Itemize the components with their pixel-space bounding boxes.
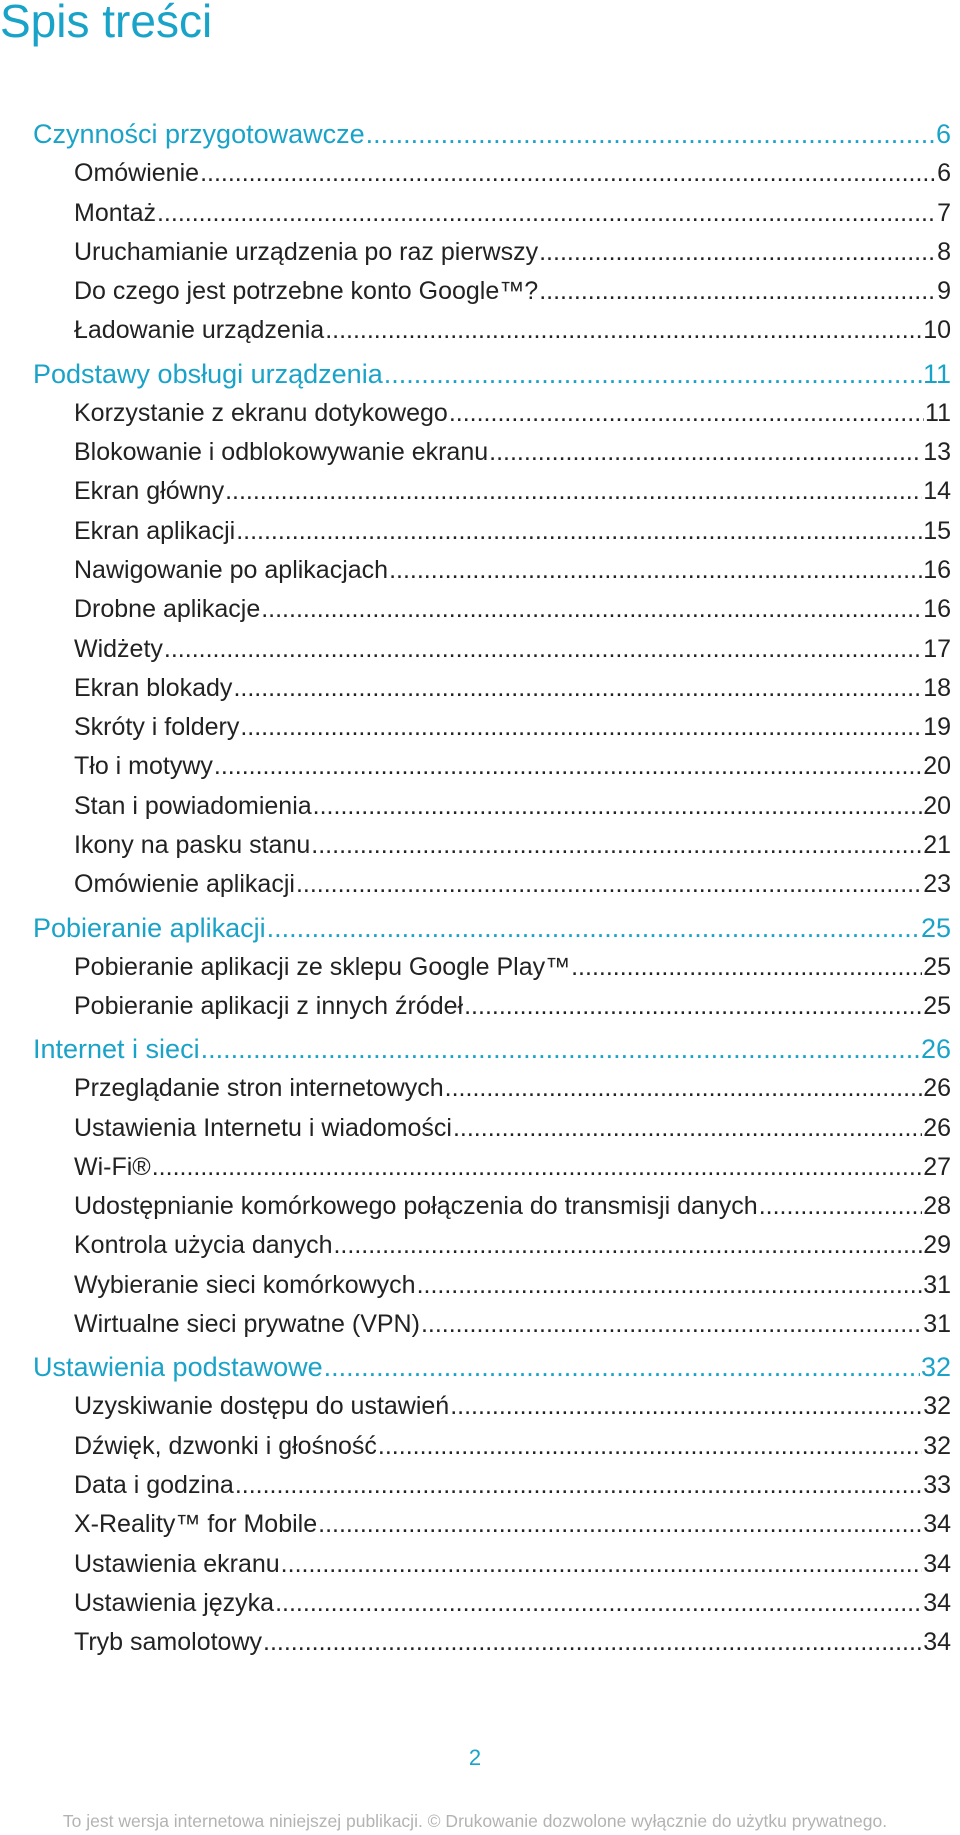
toc-section-entry[interactable] [33,115,951,154]
toc-entry-page: 19 [923,713,951,742]
toc-entry-page: 26 [923,1113,951,1142]
toc-entry-label: Data i godzina [74,1470,234,1499]
toc-entry-page: 21 [923,831,951,860]
dot-leader [261,590,922,629]
toc-entry[interactable] [33,1266,951,1305]
toc-entry-page: 16 [923,595,951,624]
toc-entry-label: Internet i sieci [33,1034,200,1065]
dot-leader [263,1623,922,1662]
toc-entry[interactable] [33,1069,951,1108]
toc-entry-page: 25 [923,991,951,1020]
toc-entry-page: 6 [937,159,951,188]
dot-leader [421,1305,922,1344]
toc-entry-page: 28 [923,1192,951,1221]
dot-leader [333,1226,922,1265]
toc-entry-label: Ekran główny [74,477,225,506]
dot-leader [445,1069,923,1108]
toc-entry-label: Nawigowanie po aplikacjach [74,555,389,584]
toc-entry-label: Podstawy obsługi urządzenia [33,358,383,389]
toc-entry[interactable] [33,987,951,1026]
toc-entry[interactable] [33,948,951,987]
toc-entry-page: 11 [925,398,951,427]
toc-entry-label: Montaż [74,198,156,227]
dot-leader [157,194,936,233]
toc-entry-page: 29 [923,1231,951,1260]
dot-leader [267,905,920,948]
dot-leader [366,115,935,154]
toc-entry[interactable] [33,590,951,629]
dot-leader [164,630,922,669]
toc-entry-page: 33 [923,1470,951,1499]
toc-entry-page: 10 [923,316,951,345]
toc-entry-label: Uruchamianie urządzenia po raz pierwszy [74,237,539,266]
toc-entry[interactable] [33,1387,951,1426]
toc-entry-page: 18 [923,673,951,702]
toc-entry-label: Ustawienia Internetu i wiadomości [74,1113,452,1142]
toc-entry-label: Przeglądanie stron internetowych [74,1074,444,1103]
toc-entry-label: Omówienie [74,159,200,188]
table-of-contents [33,115,951,1662]
toc-entry-label: Ekran aplikacji [74,516,236,545]
toc-entry[interactable] [33,1427,951,1466]
toc-entry[interactable] [33,865,951,904]
toc-entry-page: 20 [923,791,951,820]
toc-entry-label: Pobieranie aplikacji z innych źródeł [74,991,464,1020]
dot-leader [152,1148,922,1187]
toc-entry-page: 31 [923,1310,951,1339]
page-title: Spis treści [0,0,213,47]
toc-entry-page: 25 [920,912,951,943]
footer-notice: To jest wersja internetowa niniejszej publikacji. © Drukowanie dozwolone wyłącznie do użytku prywatnego. [62,1811,888,1831]
dot-leader [281,1545,923,1584]
dot-leader [200,154,936,193]
dot-leader [240,708,922,747]
toc-entry-page: 7 [937,198,951,227]
dot-leader [233,669,922,708]
toc-entry[interactable] [33,708,951,747]
dot-leader [214,747,922,786]
dot-leader [296,865,922,904]
page-number: 2 [468,1745,482,1770]
toc-entry-label: Ustawienia ekranu [74,1549,280,1578]
dot-leader [325,311,922,350]
toc-entry[interactable] [33,433,951,472]
toc-entry[interactable] [33,512,951,551]
toc-entry-label: Ikony na pasku stanu [74,831,311,860]
toc-entry[interactable] [33,1187,951,1226]
toc-entry[interactable] [33,311,951,350]
toc-entry[interactable] [33,1623,951,1662]
toc-entry-label: Do czego jest potrzebne konto Google™? [74,277,539,306]
toc-entry-page: 31 [923,1270,951,1299]
toc-entry-page: 14 [923,477,951,506]
toc-entry-label: Wirtualne sieci prywatne (VPN) [74,1310,420,1339]
toc-entry-label: Uzyskiwanie dostępu do ustawień [74,1392,450,1421]
toc-entry-label: Drobne aplikacje [74,595,261,624]
toc-entry-page: 34 [923,1549,951,1578]
dot-leader [318,1505,922,1544]
dot-leader [571,948,922,987]
toc-entry-label: Omówienie aplikacji [74,870,295,899]
toc-entry-page: 15 [923,516,951,545]
dot-leader [235,1466,922,1505]
toc-entry[interactable] [33,1226,951,1265]
toc-entry-label: Kontrola użycia danych [74,1231,333,1260]
dot-leader [450,1387,922,1426]
toc-entry-label: Tryb samolotowy [74,1628,263,1657]
toc-entry-page: 27 [923,1152,951,1181]
dot-leader [417,1266,923,1305]
toc-entry-label: Widżety [74,634,163,663]
toc-entry-page: 25 [923,952,951,981]
toc-entry-page: 20 [923,752,951,781]
toc-entry[interactable] [33,1148,951,1187]
toc-entry-label: Pobieranie aplikacji ze sklepu Google Play™ [74,952,571,981]
dot-leader [236,512,922,551]
toc-entry-page: 6 [935,119,951,149]
dot-leader [539,233,936,272]
dot-leader [324,1344,920,1387]
toc-entry-label: Ustawienia podstawowe [33,1352,323,1383]
toc-entry-page: 11 [922,358,951,389]
toc-entry-label: Skróty i foldery [74,713,240,742]
toc-entry-page: 32 [920,1352,951,1383]
toc-entry[interactable] [33,394,951,433]
toc-entry-label: Udostępnianie komórkowego połączenia do transmisji danych [74,1192,758,1221]
dot-leader [464,987,922,1026]
toc-entry[interactable] [33,1305,951,1344]
dot-leader [225,472,922,511]
toc-entry[interactable] [33,1584,951,1623]
toc-entry-page: 26 [920,1034,951,1065]
toc-entry[interactable] [33,630,951,669]
toc-entry-page: 34 [923,1510,951,1539]
toc-entry[interactable] [33,272,951,311]
toc-entry-label: Ładowanie urządzenia [74,316,325,345]
toc-entry-label: X-Reality™ for Mobile [74,1510,318,1539]
dot-leader [311,826,922,865]
dot-leader [384,351,922,394]
toc-entry[interactable] [33,1466,951,1505]
toc-entry[interactable] [33,826,951,865]
toc-entry-label: Korzystanie z ekranu dotykowego [74,398,448,427]
toc-entry-page: 13 [923,438,951,467]
toc-entry-page: 23 [923,870,951,899]
toc-entry-label: Wi-Fi® [74,1152,151,1181]
toc-entry[interactable] [33,747,951,786]
toc-entry[interactable] [33,1109,951,1148]
toc-entry[interactable] [33,1505,951,1544]
toc-entry-label: Blokowanie i odblokowywanie ekranu [74,438,489,467]
toc-entry-page: 26 [923,1074,951,1103]
toc-entry-page: 17 [923,634,951,663]
dot-leader [759,1187,922,1226]
dot-leader [453,1109,922,1148]
toc-entry-page: 8 [937,237,951,266]
dot-leader [275,1584,922,1623]
toc-entry-page: 34 [923,1588,951,1617]
toc-entry-label: Stan i powiadomienia [74,791,312,820]
toc-entry-page: 34 [923,1628,951,1657]
dot-leader [489,433,922,472]
dot-leader [539,272,936,311]
toc-entry[interactable] [33,194,951,233]
toc-section-entry[interactable] [33,1344,951,1387]
dot-leader [313,787,923,826]
toc-entry-page: 9 [937,277,951,306]
toc-entry-label: Tło i motywy [74,752,213,781]
toc-entry[interactable] [33,1545,951,1584]
dot-leader [389,551,922,590]
toc-entry-label: Czynności przygotowawcze [33,119,365,149]
dot-leader [449,394,924,433]
toc-entry-label: Ekran blokady [74,673,233,702]
toc-entry[interactable] [33,154,951,193]
toc-entry-label: Pobieranie aplikacji [33,912,266,943]
toc-section-entry[interactable] [33,905,951,948]
toc-entry-label: Ustawienia języka [74,1588,275,1617]
dot-leader [201,1026,920,1069]
toc-entry[interactable] [33,787,951,826]
toc-entry[interactable] [33,472,951,511]
toc-entry[interactable] [33,551,951,590]
dot-leader [378,1427,922,1466]
toc-entry-page: 16 [923,555,951,584]
toc-entry[interactable] [33,233,951,272]
toc-section-entry[interactable] [33,351,951,394]
toc-entry-label: Wybieranie sieci komórkowych [74,1270,416,1299]
toc-entry-page: 32 [923,1431,951,1460]
toc-entry-page: 32 [923,1392,951,1421]
toc-section-entry[interactable] [33,1026,951,1069]
toc-entry[interactable] [33,669,951,708]
toc-entry-label: Dźwięk, dzwonki i głośność [74,1431,377,1460]
